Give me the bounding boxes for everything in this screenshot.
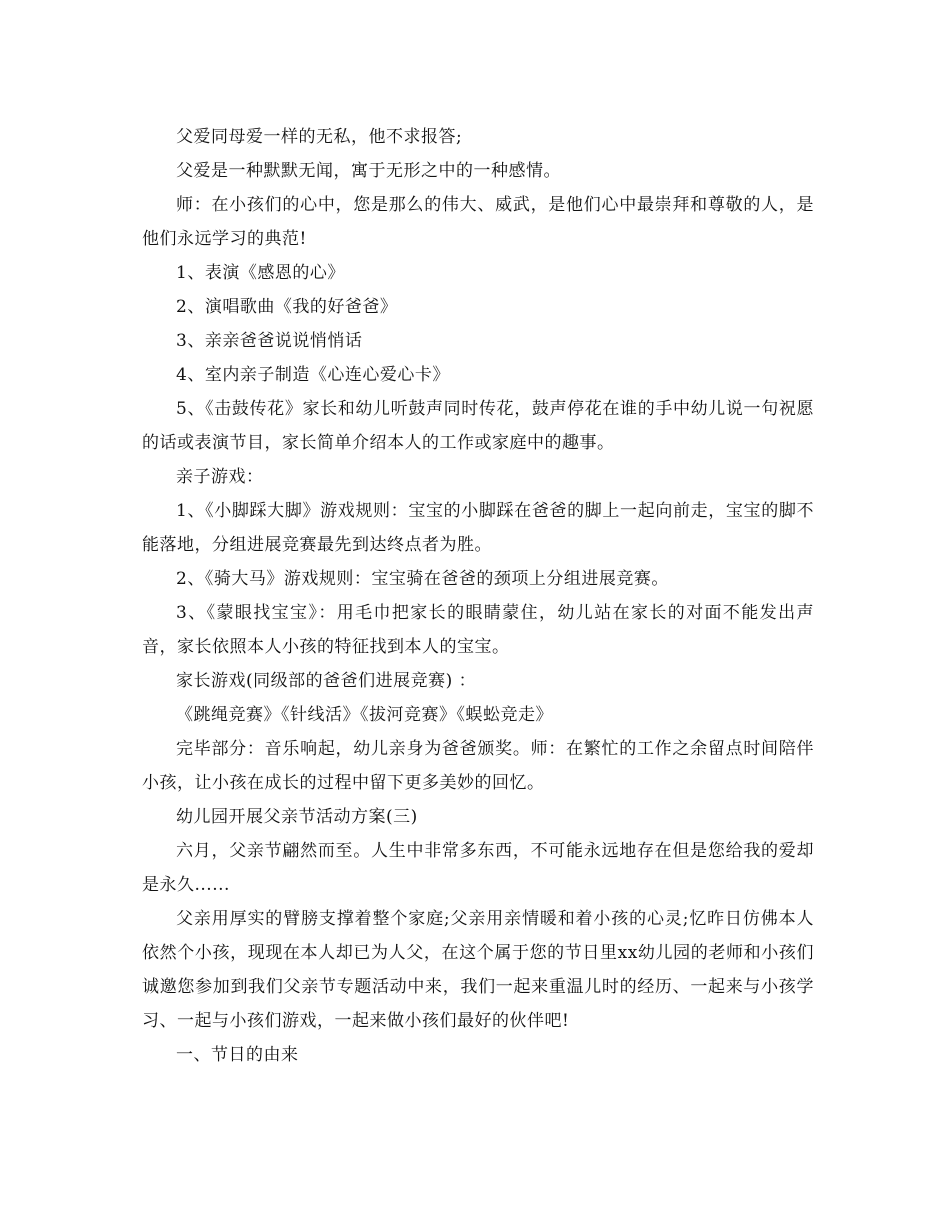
list-item: 1、表演《感恩的心》 <box>176 263 345 283</box>
paragraph: 完毕部分：音乐响起，幼儿亲身为爸爸颁奖。师：在繁忙的工作之余留点时间陪伴小孩，让小孩在成长的过程中留下更多美妙的回忆。 <box>142 739 814 793</box>
paragraph: 父爱是一种默默无闻，寓于无形之中的一种感情。 <box>176 161 561 181</box>
paragraph: 父亲用厚实的臂膀支撑着整个家庭;父亲用亲情暖和着小孩的心灵;忆昨日仿佛本人依然个小孩，现现在本人却已为人父，在这个属于您的节日里xx幼儿园的老师和小孩们诚邀您参加到我们父亲节专题活动中来，我们一起来重温儿时的经历、一起来与小孩学习、一起与小孩们游戏，一起来做小孩们最好的伙伴吧! <box>142 909 814 1031</box>
section-heading: 一、节日的由来 <box>176 1045 299 1065</box>
list-item: 2、演唱歌曲《我的好爸爸》 <box>176 297 398 317</box>
section-heading: 亲子游戏： <box>176 467 264 487</box>
paragraph: 父爱同母爱一样的无私，他不求报答; <box>176 127 463 147</box>
list-item: 3、《蒙眼找宝宝》：用毛巾把家长的眼睛蒙住，幼儿站在家长的对面不能发出声音，家长依照本人小孩的特征找到本人的宝宝。 <box>142 603 814 657</box>
list-item: 2、《骑大马》游戏规则：宝宝骑在爸爸的颈项上分组进展竞赛。 <box>176 569 669 589</box>
list-item: 1、《小脚踩大脚》游戏规则：宝宝的小脚踩在爸爸的脚上一起向前走，宝宝的脚不能落地，分组进展竞赛最先到达终点者为胜。 <box>142 501 814 555</box>
list-item: 4、室内亲子制造《心连心爱心卡》 <box>176 365 450 385</box>
document-body <box>142 120 814 1072</box>
section-heading: 家长游戏(同级部的爸爸们进展竞赛) ： <box>176 671 477 691</box>
section-title: 幼儿园开展父亲节活动方案(三) <box>176 807 418 827</box>
paragraph: 六月，父亲节翩然而至。人生中非常多东西，不可能永远地存在但是您给我的爱却是永久...... <box>142 841 814 895</box>
list-item: 3、亲亲爸爸说说悄悄话 <box>176 331 363 351</box>
game-list: 《跳绳竞赛》《针线活》《拔河竞赛》《蜈蚣竞走》 <box>176 705 553 725</box>
paragraph: 师：在小孩们的心中，您是那么的伟大、威武，是他们心中最崇拜和尊敬的人，是他们永远学习的典范! <box>142 195 814 249</box>
list-item: 5、《击鼓传花》家长和幼儿听鼓声同时传花，鼓声停花在谁的手中幼儿说一句祝愿的话或表演节目，家长简单介绍本人的工作或家庭中的趣事。 <box>142 399 814 453</box>
